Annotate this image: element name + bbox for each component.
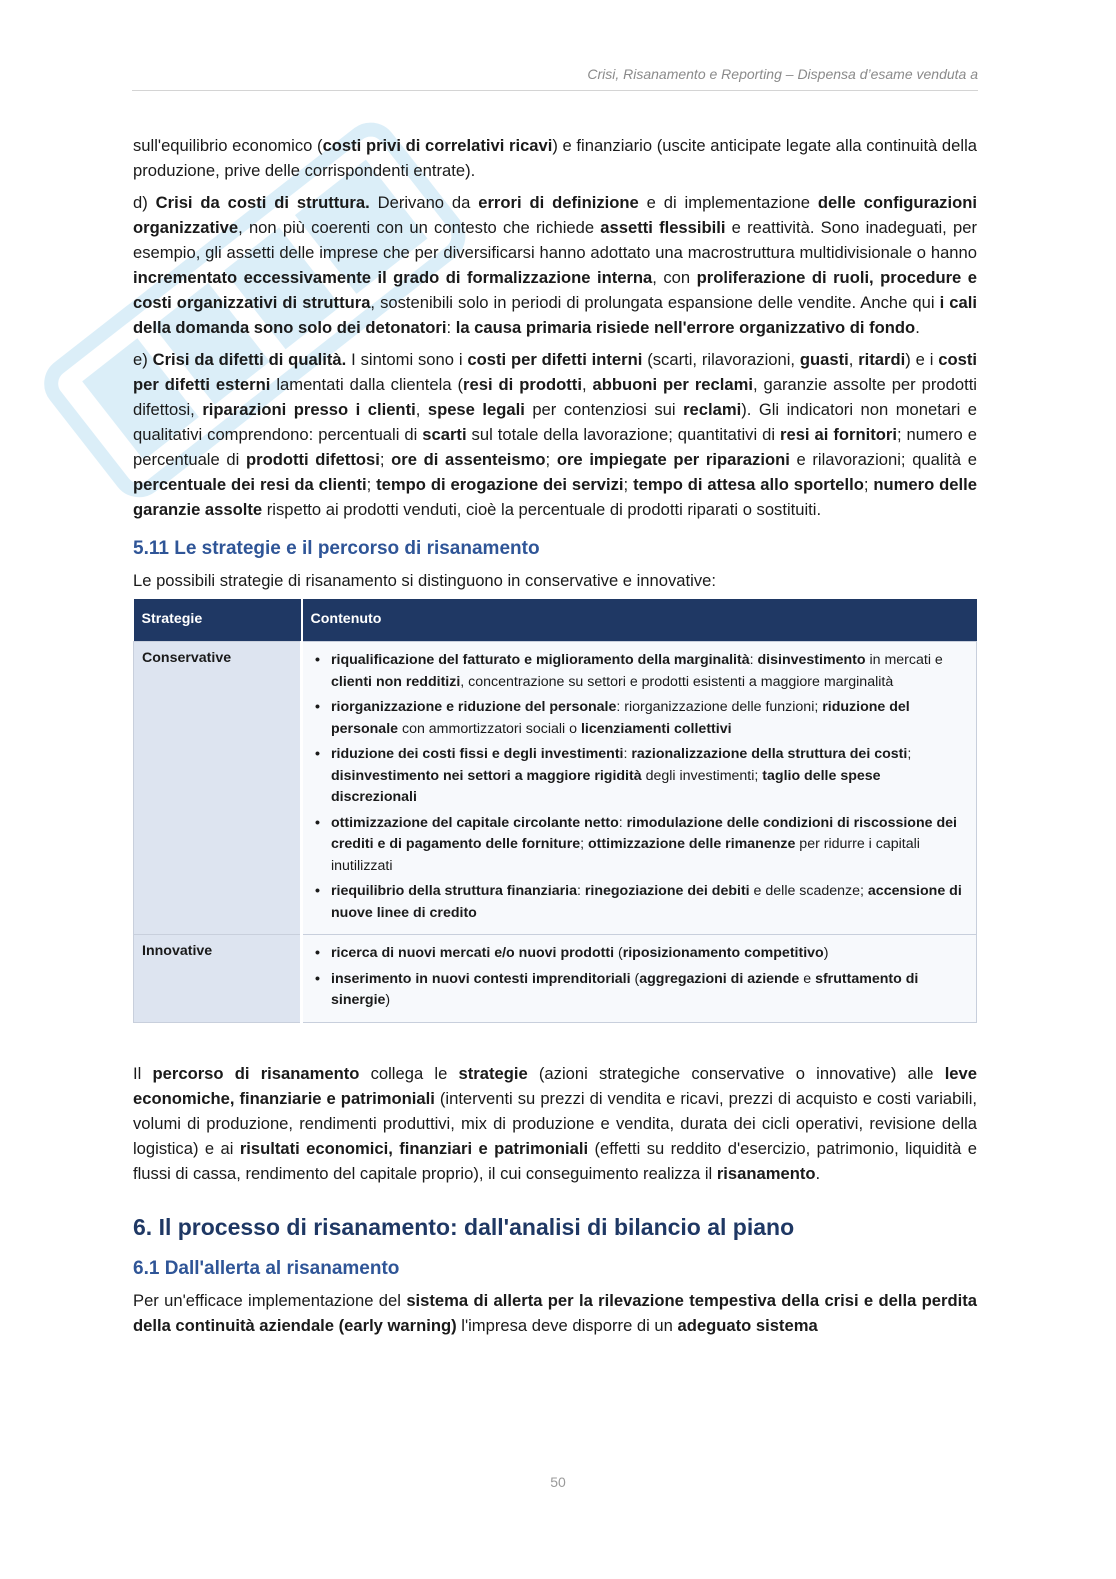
strategy-type: Conservative (134, 642, 302, 935)
section-heading: 6.1 Dall'allerta al risanamento (133, 1257, 400, 1279)
paragraph: e) Crisi da difetti di qualità. I sintomi sono i costi per difetti interni (scarti, rilavorazioni, guasti, ritardi) e i costi per difetti esterni lamentati dalla clientela (resi di prodotti, abbuoni per reclami, garanzie assolte per prodotti difettosi, riparazioni presso i clienti, spese legali per contenziosi sui reclami). Gli indicatori non monetari e qualitativi comprendono: percentuali di scarti sul totale della lavorazione; quantitativi di resi ai fornitori; numero e percentuale di prodotti difettosi; ore di assenteismo; ore impiegate per riparazioni e rilavorazioni; qualità e percentuale dei resi da clienti; tempo di erogazione dei servizi; tempo di attesa allo sportello; numero delle garanzie assolte rispetto ai prodotti venduti, cioè la percentuale di prodotti riparati o sostituiti. (133, 350, 978, 519)
list-item: • riorganizzazione e riduzione del personale: riorganizzazione delle funzioni; riduzione del personale con ammortizzatori sociali o licenziamenti collettivi (315, 697, 966, 740)
bold-text: taglio delle spese discrezionali (331, 767, 881, 805)
bold-text: guasti (799, 350, 849, 369)
chapter-heading: 6. Il processo di risanamento: dall'analisi di bilancio al piano (133, 1213, 795, 1240)
list-item: • riduzione dei costi fissi e degli investimenti: razionalizzazione della struttura dei costi; disinvestimento nei settori a maggiore rigidità degli investimenti; taglio delle spese discrezionali (315, 744, 966, 809)
bold-text: accensione di nuove linee di credito (331, 883, 962, 921)
page-number: 50 (550, 1474, 566, 1490)
bold-text: la causa primaria risiede nell'errore organizzativo di fondo (455, 318, 916, 337)
bold-text: percentuale dei resi da clienti (133, 475, 367, 494)
bold-text: ore impiegate per riparazioni (556, 450, 790, 469)
bold-text: resi ai fornitori (780, 425, 897, 444)
bold-text: Crisi da difetti di qualità. (152, 350, 347, 369)
bold-text: riequilibrio della struttura finanziaria (331, 883, 577, 899)
bold-text: resi di prodotti (463, 375, 582, 394)
bold-text: riparazioni presso i clienti (202, 400, 416, 419)
strategies-table (133, 599, 977, 1023)
bold-text: ore di assenteismo (391, 450, 546, 469)
bold-text: risultati economici, finanziari e patrimoniali (239, 1138, 589, 1158)
bold-text: incrementato eccessivamente il grado di formalizzazione interna (133, 268, 653, 287)
bold-text: clienti non redditizi (331, 673, 461, 690)
paragraph: Il percorso di risanamento collega le strategie (azioni strategiche conservative o innovative) alle leve economiche, finanziarie e patrimoniali (interventi su prezzi di vendita e ricavi, prezzi di acquisto e costi variabili, volumi di produzione, rendimenti produttivi, mix di produzione e vendita, durata dei cicli operativi, revisione della logistica) e ai risultati economici, finanziari e patrimoniali (effetti su reddito d'esercizio, patrimonio, liquidità e flussi di cassa, rendimento del capitale proprio), il cui conseguimento realizza il risanamento. (133, 1063, 978, 1183)
bold-text: abbuoni per reclami (592, 375, 753, 394)
bold-text: licenziamenti collettivi (580, 720, 732, 737)
list-item: • inserimento in nuovi contesti imprenditoriali (aggregazioni di aziende e sfruttamento di sinergie) (315, 969, 966, 1012)
bold-text: scarti (422, 425, 467, 444)
bold-text: risanamento (716, 1163, 816, 1183)
bold-text: riduzione del personale (331, 699, 910, 737)
column-header: Strategie (134, 599, 302, 642)
list-item: • ottimizzazione del capitale circolante netto: rimodulazione delle condizioni di riscossione dei crediti e di pagamento delle forniture; ottimizzazione delle rimanenze per ridurre i capitali inutilizzati (315, 813, 966, 878)
column-header: Contenuto (302, 599, 977, 642)
bold-text: rinegoziazione dei debiti (584, 883, 750, 899)
bold-text: proliferazione di ruoli, procedure e costi organizzativi di struttura (133, 268, 977, 312)
strategy-type: Innovative (134, 935, 302, 1023)
table-row (134, 642, 977, 935)
page-content (133, 133, 977, 1345)
bold-text: ottimizzazione del capitale circolante netto (331, 814, 619, 831)
paragraph: Per un'efficace implementazione del sistema di allerta per la rilevazione tempestiva della crisi e della perdita della continuità aziendale (early warning) l'impresa deve disporre di un adeguato sistema (133, 1290, 977, 1335)
strategy-content (302, 642, 977, 935)
bold-text: costi per difetti esterni (133, 350, 977, 394)
bold-text: razionalizzazione della struttura dei costi (631, 746, 908, 762)
table-row (134, 935, 977, 1023)
bold-text: riposizionamento competitivo (622, 945, 824, 961)
bold-text: spese legali (427, 400, 525, 419)
bold-text: reclami (683, 400, 742, 419)
bold-text: riduzione dei costi fissi e degli investimenti (331, 746, 624, 762)
list-item: • riequilibrio della struttura finanziaria: rinegoziazione dei debiti e delle scadenze; accensione di nuove linee di credito (315, 881, 966, 924)
bold-text: disinvestimento (757, 652, 866, 668)
bold-text: costi per difetti interni (467, 350, 643, 369)
bold-text: riorganizzazione e riduzione del personale (331, 699, 617, 715)
bold-text: rimodulazione delle condizioni di riscossione dei crediti e di pagamento delle forniture (331, 814, 957, 852)
bold-text: ritardi (858, 350, 906, 369)
section-intro: Le possibili strategie di risanamento si distinguono in conservative e innovative: (133, 571, 716, 590)
bold-text: sfruttamento di sinergie (331, 970, 919, 1008)
bold-text: numero delle garanzie assolte (133, 475, 977, 519)
bold-text: inserimento in nuovi contesti imprenditoriali (331, 970, 631, 987)
bold-text: assetti flessibili (600, 218, 726, 237)
bold-text: i cali della domanda sono solo dei detonatori (133, 293, 977, 337)
bold-text: tempo di attesa allo sportello (633, 475, 864, 494)
bold-text: adeguato sistema (677, 1315, 818, 1335)
list-item: • ricerca di nuovi mercati e/o nuovi prodotti (riposizionamento competitivo) (315, 943, 966, 965)
bold-text: aggregazioni di aziende (639, 970, 800, 987)
bold-text: ricerca di nuovi mercati e/o nuovi prodotti (331, 945, 615, 961)
table-header-row (134, 599, 977, 642)
bold-text: ottimizzazione delle rimanenze (588, 836, 796, 852)
bold-text: delle configurazioni organizzative (133, 193, 977, 237)
bold-text: leve economiche, finanziarie e patrimoniali (133, 1063, 977, 1108)
paragraph: d) Crisi da costi di struttura. Derivano da errori di definizione e di implementazione delle configurazioni organizzative, non più coerenti con un contesto che richiede assetti flessibili e reattività. Sono inadeguati, per esempio, gli assetti delle imprese che per diversificarsi hanno adottato una macrostruttura multidivisionale o hanno incrementato eccessivamente il grado di formalizzazione interna, con proliferazione di ruoli, procedure e costi organizzativi di struttura, sostenibili solo in periodi di prolungata espansione delle vendite. Anche qui i cali della domanda sono solo dei detonatori: la causa primaria risiede nell'errore organizzativo di fondo. (133, 193, 977, 337)
running-header: Crisi, Risanamento e Reporting – Dispensa d’esame venduta a (132, 66, 978, 91)
bullet-list (315, 943, 966, 1012)
bold-text: tempo di erogazione dei servizi (376, 475, 624, 494)
bold-text: errori di definizione (478, 193, 639, 212)
strategy-content (302, 935, 977, 1023)
bold-text: percorso di risanamento (152, 1063, 360, 1083)
paragraph: sull'equilibrio economico (costi privi di correlativi ricavi) e finanziario (uscite anticipate legate alla continuità della produzione, prive delle corrispondenti entrate). (133, 136, 977, 180)
bold-text: Crisi da costi di struttura. (155, 193, 370, 212)
list-item: • riqualificazione del fatturato e miglioramento della marginalità: disinvestimento in mercati e clienti non redditizi, concentrazione su settori e prodotti esistenti a maggiore marginalità (315, 650, 966, 693)
bold-text: prodotti difettosi (245, 450, 380, 469)
bold-text: disinvestimento nei settori a maggiore rigidità (331, 767, 642, 784)
bold-text: strategie (458, 1063, 528, 1083)
bold-text: costi privi di correlativi ricavi (322, 136, 553, 155)
bold-text: sistema di allerta per la rilevazione tempestiva della crisi e della perdita della continuità aziendale (early warning) (133, 1290, 977, 1335)
bold-text: riqualificazione del fatturato e miglioramento della marginalità (331, 652, 750, 668)
bullet-list (315, 650, 966, 924)
section-heading: 5.11 Le strategie e il percorso di risanamento (133, 538, 540, 559)
